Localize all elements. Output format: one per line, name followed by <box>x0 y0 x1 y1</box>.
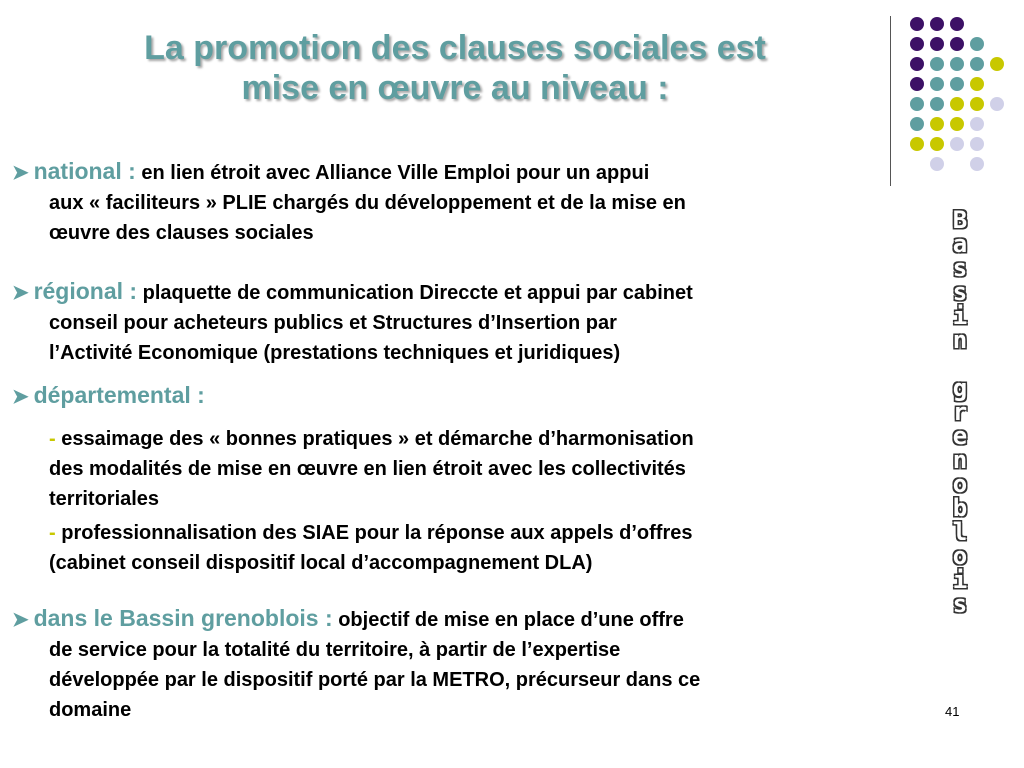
dash-marker: - <box>49 522 56 544</box>
dot <box>930 137 944 151</box>
dot <box>950 117 964 131</box>
bullet-text: conseil pour acheteurs publics et Structures d’Insertion par <box>49 312 617 334</box>
dot <box>950 77 964 91</box>
bullet-label: départemental : <box>33 382 205 408</box>
dot <box>950 17 964 31</box>
title-line-2: mise en œuvre au niveau : <box>241 69 669 107</box>
sub-item <box>12 424 892 454</box>
page-number: 41 <box>945 704 960 719</box>
sub-item-text: essaimage des « bonnes pratiques » et démarche d’harmonisation <box>61 428 694 450</box>
vertical-letter: o <box>952 542 968 570</box>
vertical-bassin-grenoblois <box>932 208 988 616</box>
dot <box>950 97 964 111</box>
dot <box>910 57 924 71</box>
dot <box>950 37 964 51</box>
dot <box>970 157 984 171</box>
bullet-text: aux « faciliteurs » PLIE chargés du développement et de la mise en <box>49 192 686 214</box>
dot <box>970 37 984 51</box>
chevron-right-icon: ➤ <box>12 162 29 184</box>
sub-item-text: territoriales <box>49 488 160 510</box>
dot <box>990 57 1004 71</box>
chevron-right-icon: ➤ <box>12 386 29 408</box>
bullet-label: régional : <box>33 278 138 304</box>
bullet-label: dans le Bassin grenoblois : <box>33 605 333 631</box>
dot <box>910 97 924 111</box>
dot <box>930 117 944 131</box>
dot <box>950 137 964 151</box>
sub-item-text: des modalités de mise en œuvre en lien étroit avec les collectivités <box>49 458 686 480</box>
vertical-letter: l <box>952 518 968 546</box>
dot <box>930 97 944 111</box>
chevron-right-icon: ➤ <box>12 609 29 631</box>
vertical-letter: s <box>952 254 968 282</box>
dot <box>970 77 984 91</box>
vertical-letter: b <box>952 494 968 522</box>
vertical-letter: e <box>952 422 968 450</box>
bullet-text: de service pour la totalité du territoire, à partir de l’expertise <box>49 639 621 661</box>
vertical-letter: i <box>952 302 968 330</box>
vertical-letter: n <box>952 326 968 354</box>
vertical-letter: r <box>952 398 968 426</box>
dot <box>930 37 944 51</box>
title-line-1: La promotion des clauses sociales est <box>144 29 766 67</box>
dot <box>970 117 984 131</box>
sub-item-text: professionnalisation des SIAE pour la réponse aux appels d’offres <box>61 522 693 544</box>
bullet-text: objectif de mise en place d’une offre <box>338 609 684 631</box>
dot <box>910 17 924 31</box>
dot <box>950 57 964 71</box>
dot <box>910 37 924 51</box>
bullet-departemental <box>12 380 892 412</box>
dot <box>930 77 944 91</box>
bullet-bassin <box>12 603 892 635</box>
dot <box>930 17 944 31</box>
bullet-text: en lien étroit avec Alliance Ville Emploi pour un appui <box>141 162 650 184</box>
slide-body <box>12 156 892 725</box>
bullet-label: national : <box>33 158 136 184</box>
sub-item-text: (cabinet conseil dispositif local d’accompagnement DLA) <box>49 552 593 574</box>
vertical-letter: o <box>952 470 968 498</box>
vertical-letter: s <box>952 278 968 306</box>
decorative-dot-grid <box>900 12 1010 172</box>
bullet-text: plaquette de communication Direccte et appui par cabinet <box>142 282 693 304</box>
bullet-national <box>12 156 892 188</box>
slide-title <box>60 28 850 108</box>
dot <box>970 97 984 111</box>
vertical-letter <box>932 352 988 376</box>
vertical-letter: B <box>952 206 968 234</box>
bullet-text: développée par le dispositif porté par la METRO, précurseur dans ce <box>49 669 701 691</box>
dot <box>910 77 924 91</box>
dot <box>910 137 924 151</box>
dot <box>910 117 924 131</box>
vertical-letter: n <box>952 446 968 474</box>
sub-item <box>12 518 892 548</box>
vertical-letter: g <box>952 374 968 402</box>
chevron-right-icon: ➤ <box>12 282 29 304</box>
vertical-letter: i <box>952 566 968 594</box>
bullet-text: domaine <box>49 699 132 721</box>
bullet-text: œuvre des clauses sociales <box>49 222 314 244</box>
dash-marker: - <box>49 428 56 450</box>
vertical-letter: a <box>952 230 968 258</box>
dot <box>990 97 1004 111</box>
vertical-letter: s <box>952 590 968 618</box>
dot <box>970 57 984 71</box>
dot <box>930 57 944 71</box>
dot <box>930 157 944 171</box>
dot <box>970 137 984 151</box>
bullet-regional <box>12 276 892 308</box>
bullet-text: l’Activité Economique (prestations techniques et juridiques) <box>49 342 621 364</box>
